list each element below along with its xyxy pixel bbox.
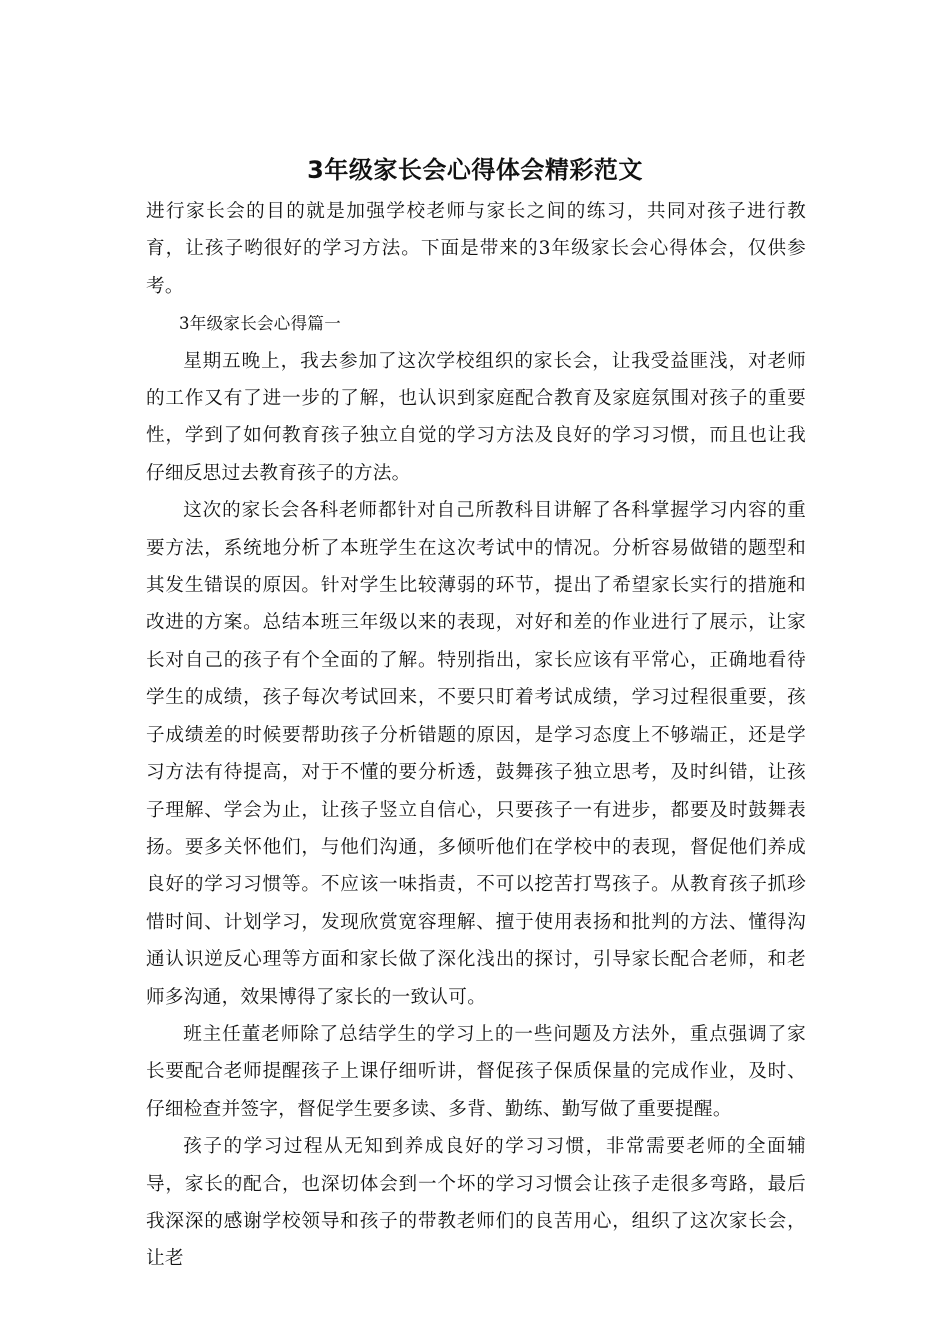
body-paragraph: 这次的家长会各科老师都针对自己所教科目讲解了各科掌握学习内容的重要方法，系统地分析了本班学生在这次考试中的情况。分析容易做错的题型和其发生错误的原因。针对学生比较薄弱的环节，提出了希望家长实行的措施和改进的方案。总结本班三年级以来的表现，对好和差的作业进行了展示，让家长对自己的孩子有个全面的了解。特别指出，家长应该有平常心，正确地看待学生的成绩，孩子每次考试回来，不要只盯着考试成绩，学习过程很重要，孩子成绩差的时候要帮助孩子分析错题的原因，是学习态度上不够端正，还是学习方法有待提高，对于不懂的要分析透，鼓舞孩子独立思考，及时纠错，让孩子理解、学会为止，让孩子竖立自信心，只要孩子一有进步，都要及时鼓舞表扬。要多关怀他们，与他们沟通，多倾听他们在学校中的表现，督促他们养成良好的学习习惯等。不应该一味指责，不可以挖苦打骂孩子。从教育孩子抓珍惜时间、计划学习，发现欣赏宽容理解、擅于使用表扬和批判的方法、懂得沟通认识逆反心理等方面和家长做了深化浅出的探讨，引导家长配合老师，和老师多沟通，效果博得了家长的一致认可。 — [146, 500, 806, 1008]
section-heading: 3年级家长会心得篇一 — [179, 314, 341, 334]
body-paragraph: 孩子的学习过程从无知到养成良好的学习习惯，非常需要老师的全面辅导，家长的配合，也深切体会到一个坏的学习习惯会让孩子走很多弯路，最后我深深的感谢学校领导和孩子的带教老师们的良苦用心，组织了这次家长会，让老 — [146, 1136, 806, 1270]
document-body — [146, 193, 806, 1278]
body-paragraph: 星期五晚上，我去参加了这次学校组织的家长会，让我受益匪浅，对老师的工作又有了进一步的了解，也认识到家庭配合教育及家庭氛围对孩子的重要性，学到了如何教育孩子独立自觉的学习方法及良好的学习习惯，而且也让我仔细反思过去教育孩子的方法。 — [146, 350, 806, 484]
intro-paragraph: 进行家长会的目的就是加强学校老师与家长之间的练习，共同对孩子进行教育，让孩子哟很好的学习方法。下面是带来的3年级家长会心得体会，仅供参考。 — [146, 201, 806, 297]
body-paragraph: 班主任董老师除了总结学生的学习上的一些问题及方法外，重点强调了家长要配合老师提醒孩子上课仔细听讲，督促孩子保质保量的完成作业，及时、仔细检查并签字，督促学生要多读、多背、勤练、勤写做了重要提醒。 — [146, 1023, 806, 1120]
document-title: 3年级家长会心得体会精彩范文 — [307, 156, 643, 184]
